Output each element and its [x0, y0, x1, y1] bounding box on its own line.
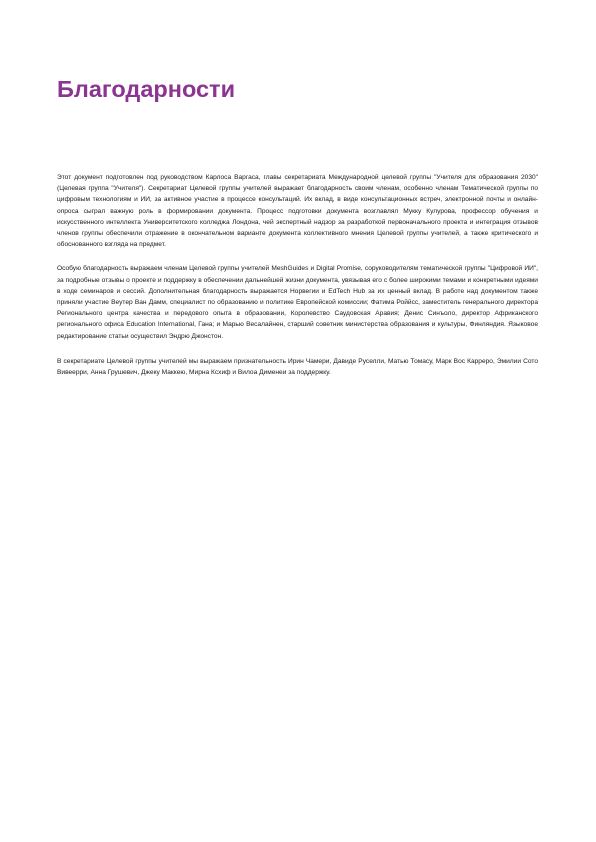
paragraph-2: Особую благодарность выражаем членам Целевой группы учителей MeshGuides и Digital Promise, сорукoводителям тематической группы "Цифровой ИИ", за подробные отзывы о проекте и поддержку в обеспечении дальнейшей жизни документа, увязывая его с более широкими темами и конкретными идеями в ходе семинаров и сессий. Дополнительная благодарность выражается Норвегии и EdTech Hub за их ценный вклад. В работе над документом также приняли участие Веутер Ван Дамм, специалист по образованию и политике Европейской комиссии; Фатима Роййсс, заместитель генерального директора Регионального центра качества и передового опыта в образовании, Королевство Саудовская Аравия; Денис Синъоло, директор Африканского регионального офиса Education International, Гана; и Марью Весалайнен, старший советник министерства образования и культуры, Финляндия. Языковое редактирование статьи осуществил Эндрю Джонстон. [57, 265, 538, 340]
paragraph-3: В секретариате Целевой группы учителей мы выражаем признательность Ирин Чамери, Давиде Руселли, Матью Томасу, Марк Вос Карреро, Эмилии Сото Вивеерри, Анна Грушевич, Джеку Маккею, Мирна Ксхиф и Вилоа Дименеи за поддержку. [57, 357, 538, 377]
acknowledgements-body [57, 172, 538, 392]
page-title: Благодарности [57, 76, 236, 102]
paragraph-1: Этот документ подготовлен под руководством Карлоса Варгаса, главы секретариата Международной целевой группы "Учителя для образования 2030" (Целевая группа "Учителя"). Секретариат Целевой группы учителей выражает благодарность своим членам, особенно членам Тематической группы по цифровым технологиям и ИИ, за активное участие в процессе консультаций. Их вклад, в виде консультационных встреч, электронной почты и онлайн-опроса сыграл важную роль в формировании документа. Процесс подготовки документа возглавлял Мукку Кулурова, профессор обучения и искусственного интеллекта Университетского колледжа Лондона, чей экспертный надзор за разработкой первоначального проекта и интеграция отзывов членов группы обеспечили отражение в окончательном варианте документа коллективного мнения Целевой группы учителей, а также критического и обоснованного взгляда на предмет. [57, 174, 538, 249]
